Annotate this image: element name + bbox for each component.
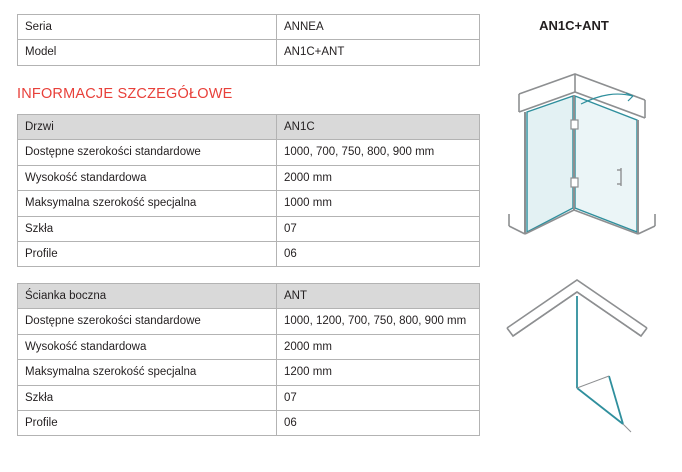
row-value: 2000 mm <box>277 165 480 190</box>
row-value: 1000 mm <box>277 191 480 216</box>
series-model-table <box>17 14 480 66</box>
row-label: Maksymalna szerokość specjalna <box>18 191 277 216</box>
row-label: Profile <box>18 241 277 266</box>
table-row <box>18 216 480 241</box>
row-value: 2000 mm <box>277 334 480 359</box>
table-row <box>18 191 480 216</box>
table-header-row <box>18 284 480 309</box>
column-header-value: ANT <box>277 284 480 309</box>
row-label: Wysokość standardowa <box>18 334 277 359</box>
row-value: 06 <box>277 410 480 435</box>
table-row <box>18 410 480 435</box>
row-label: Dostępne szerokości standardowe <box>18 309 277 334</box>
row-label: Szkła <box>18 385 277 410</box>
row-value: AN1C+ANT <box>277 40 480 65</box>
row-value: 07 <box>277 385 480 410</box>
table-row <box>18 334 480 359</box>
model-code-title: AN1C+ANT <box>539 18 609 33</box>
row-value: ANNEA <box>277 15 480 40</box>
table-row <box>18 360 480 385</box>
row-label: Dostępne szerokości standardowe <box>18 140 277 165</box>
row-label: Profile <box>18 410 277 435</box>
column-header-label: Ścianka boczna <box>18 284 277 309</box>
column-header-label: Drzwi <box>18 115 277 140</box>
row-value: 1000, 700, 750, 800, 900 mm <box>277 140 480 165</box>
side-wall-specification-table <box>17 283 480 436</box>
row-value: 06 <box>277 241 480 266</box>
row-label: Szkła <box>18 216 277 241</box>
table-row <box>18 309 480 334</box>
row-label: Maksymalna szerokość specjalna <box>18 360 277 385</box>
door-specification-table <box>17 114 480 267</box>
table-row <box>18 140 480 165</box>
row-label: Model <box>18 40 277 65</box>
shower-enclosure-top-view-drawing <box>497 272 667 447</box>
section-title: INFORMACJE SZCZEGÓŁOWE <box>17 86 233 102</box>
row-label: Wysokość standardowa <box>18 165 277 190</box>
column-header-value: AN1C <box>277 115 480 140</box>
table-row <box>18 40 480 65</box>
table-row <box>18 15 480 40</box>
shower-enclosure-perspective-drawing <box>497 60 667 260</box>
row-value: 1000, 1200, 700, 750, 800, 900 mm <box>277 309 480 334</box>
row-value: 1200 mm <box>277 360 480 385</box>
table-header-row <box>18 115 480 140</box>
row-label: Seria <box>18 15 277 40</box>
row-value: 07 <box>277 216 480 241</box>
table-row <box>18 165 480 190</box>
table-row <box>18 241 480 266</box>
table-row <box>18 385 480 410</box>
